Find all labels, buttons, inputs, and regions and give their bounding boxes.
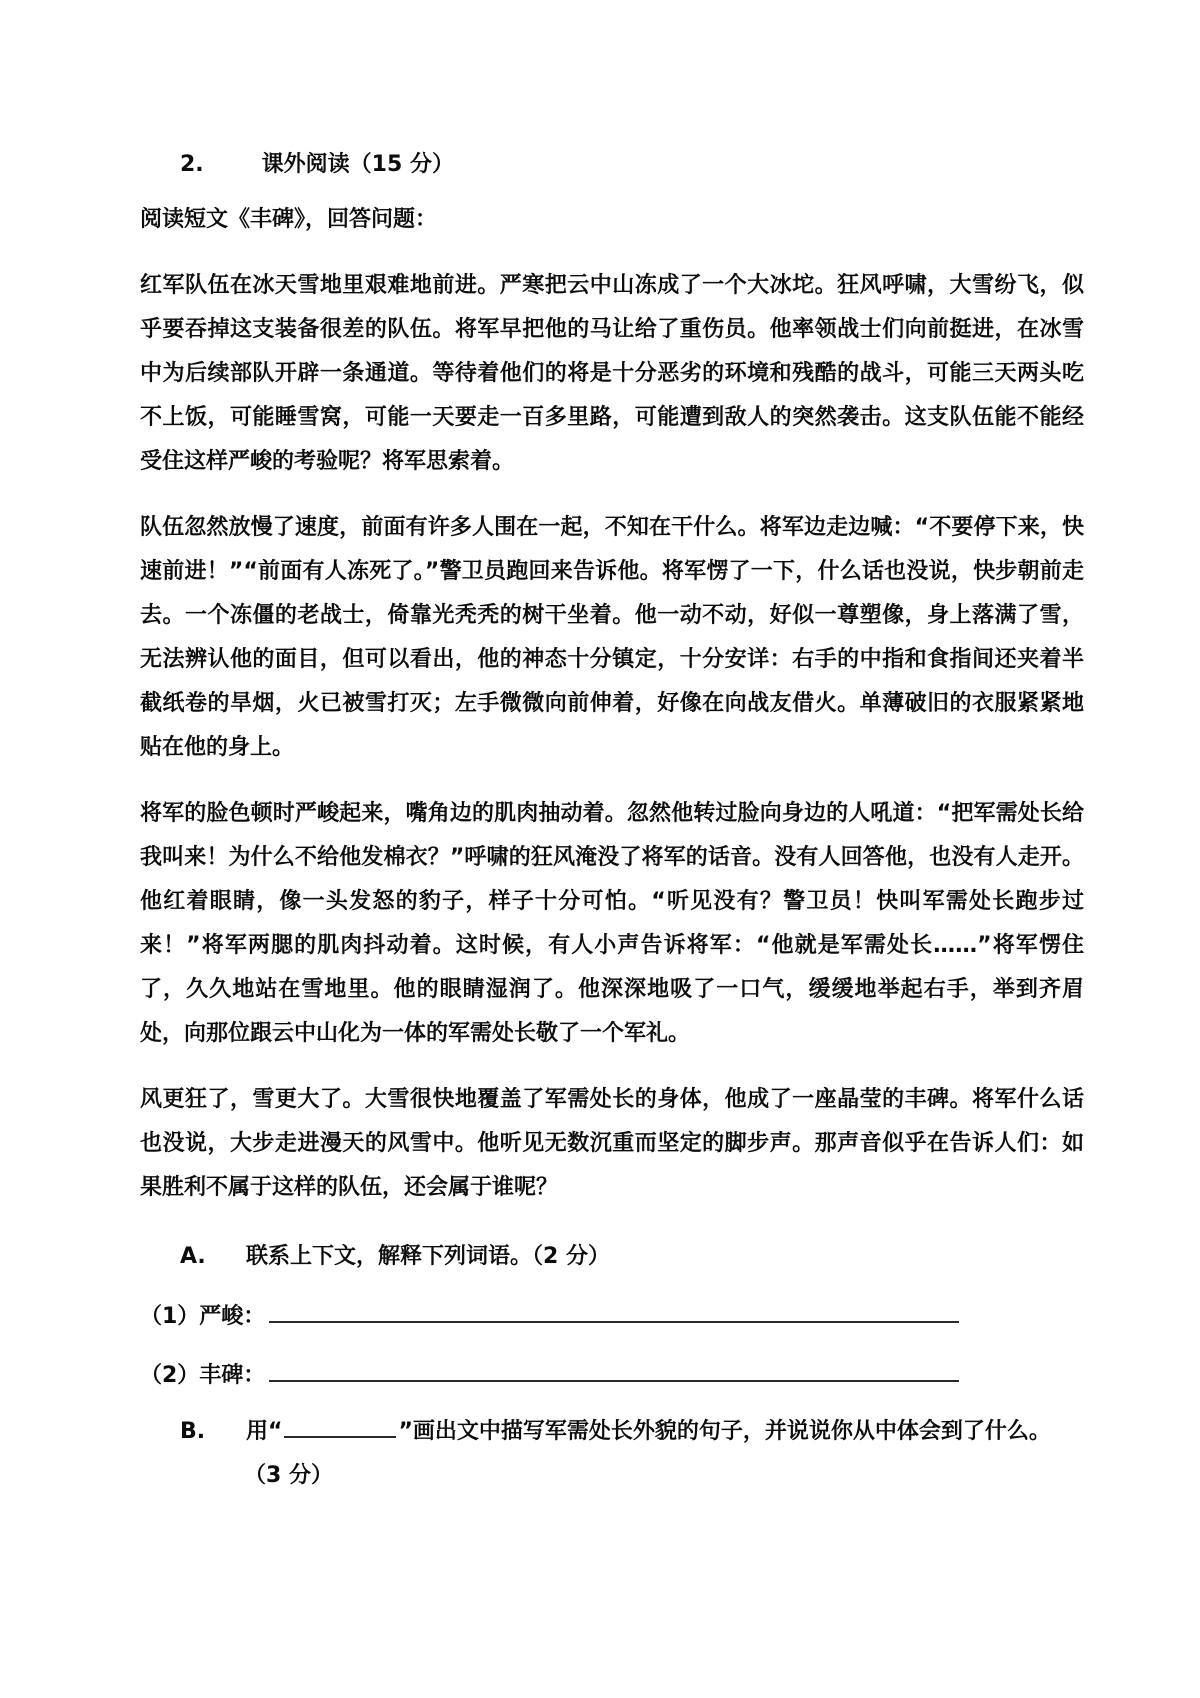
- question-header: [140, 143, 1084, 187]
- sub-question-b: [140, 1410, 1084, 1454]
- sub-question-b-text-prefix: 用“: [246, 1419, 283, 1444]
- passage-paragraph-4: 风更狂了，雪更大了。大雪很快地覆盖了军需处长的身体，他成了一座晶莹的丰碑。将军什么话也没说，大步走进漫天的风雪中。他听见无数沉重而坚定的脚步声。那声音似乎在告诉人们：如果胜利不属于这样的队伍，还会属于谁呢？: [140, 1087, 1084, 1200]
- underline-style-blank: [284, 1434, 396, 1438]
- answer-blank-line-2: [269, 1378, 959, 1382]
- passage-paragraph-3: 将军的脸色顿时严峻起来，嘴角边的肌肉抽动着。忽然他转过脸向身边的人吼道：“把军需处长给我叫来！为什么不给他发棉衣？”呼啸的狂风淹没了将军的话音。没有人回答他，也没有人走开。他红着眼睛，像一头发怒的豹子，样子十分可怕。“听见没有？警卫员！快叫军需处长跑步过来！”将军两腮的肌肉抖动着。这时候，有人小声告诉将军：“他就是军需处长……”将军愣住了，久久地站在雪地里。他的眼睛湿润了。他深深地吸了一口气，缓缓地举起右手，举到齐眉处，向那位跟云中山化为一体的军需处长敬了一个军礼。: [140, 801, 1084, 1046]
- definition-blank-row-2: [140, 1354, 1084, 1398]
- sub-question-a-text: 联系上下文，解释下列词语。（2 分）: [246, 1244, 610, 1269]
- sub-question-b-text-suffix: ”画出文中描写军需处长外貌的句子，并说说你从中体会到了什么。: [398, 1419, 1051, 1444]
- sub-question-b-score: （3 分）: [244, 1463, 333, 1488]
- definition-blank-row-1: [140, 1295, 1084, 1339]
- answer-blank-line-1: [269, 1319, 959, 1323]
- sub-question-a: [140, 1235, 1084, 1279]
- sub-question-b-text: [246, 1410, 1084, 1454]
- passage-paragraph-1: 红军队伍在冰天雪地里艰难地前进。严寒把云中山冻成了一个大冰坨。狂风呼啸，大雪纷飞，似乎要吞掉这支装备很差的队伍。将军早把他的马让给了重伤员。他率领战士们向前挺进，在冰雪中为后续部队开辟一条通道。等待着他们的将是十分恶劣的环境和残酷的战斗，可能三天两头吃不上饭，可能睡雪窝，可能一天要走一百多里路，可能遭到敌人的突然袭击。这支队伍能不能经受住这样严峻的考验呢？将军思索着。: [140, 273, 1084, 474]
- passage-paragraph-2: 队伍忽然放慢了速度，前面有许多人围在一起，不知在干什么。将军边走边喊：“不要停下来，快速前进！”“前面有人冻死了。”警卫员跑回来告诉他。将军愣了一下，什么话也没说，快步朝前走去。一个冻僵的老战士，倚靠光秃秃的树干坐着。他一动不动，好似一尊塑像，身上落满了雪，无法辨认他的面目，但可以看出，他的神态十分镇定，十分安详：右手的中指和食指间还夹着半截纸卷的旱烟，火已被雪打灭；左手微微向前伸着，好像在向战友借火。单薄破旧的衣服紧紧地贴在他的身上。: [140, 515, 1084, 760]
- sub-question-a-marker: A.: [180, 1244, 206, 1269]
- sub-question-b-marker: B.: [180, 1419, 206, 1444]
- definition-blank-1-label: （1）严峻：: [140, 1304, 266, 1329]
- question-title: 课外阅读（15 分）: [261, 152, 454, 177]
- question-number: 2.: [180, 152, 204, 177]
- definition-blank-2-label: （2）丰碑：: [140, 1363, 266, 1388]
- passage-intro: 阅读短文《丰碑》，回答问题：: [140, 207, 438, 232]
